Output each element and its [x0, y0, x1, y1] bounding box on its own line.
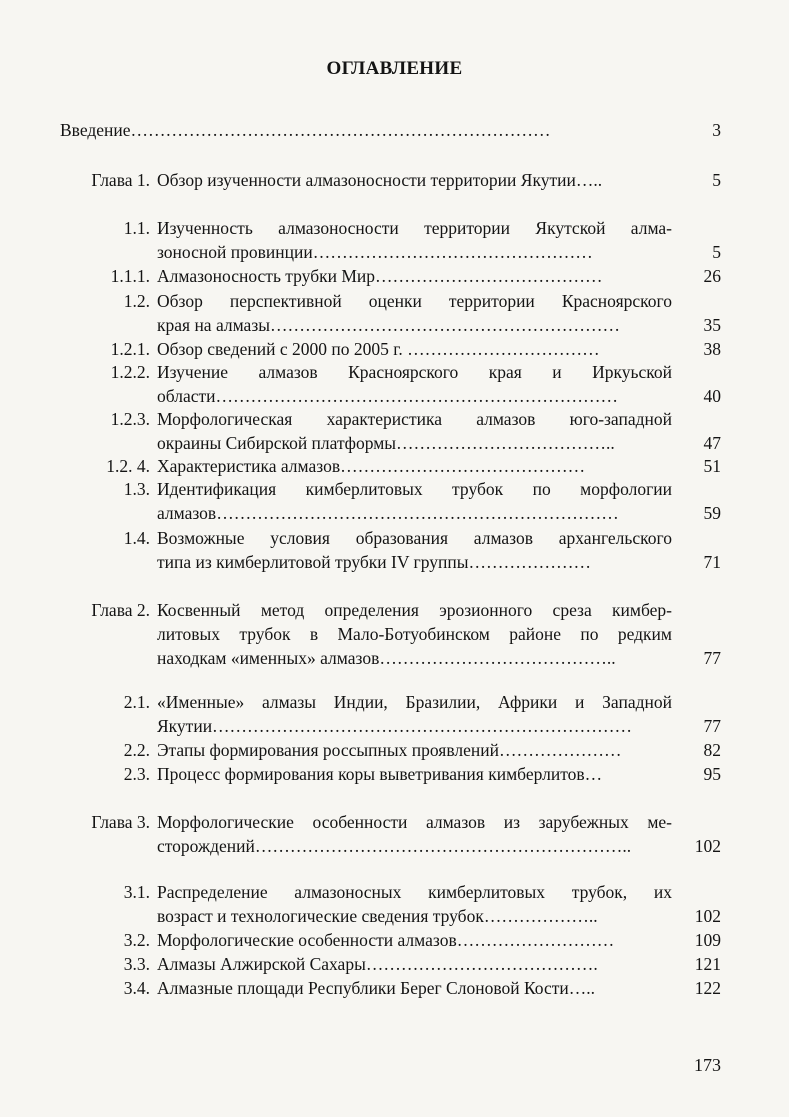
toc-entry-text: Алмазоносность трубки Мир…………………………………	[157, 266, 603, 286]
toc-entry-text: алмазов……………………………………………………………	[157, 503, 619, 523]
toc-line	[0, 407, 789, 431]
toc-page-number: 40	[703, 386, 721, 406]
toc-line	[0, 762, 789, 786]
toc-entry-text: Обзор сведений с 2000 по 2005 г. ……………………………	[157, 339, 600, 359]
page-title: ОГЛАВЛЕНИЕ	[326, 58, 463, 79]
toc-entry-number: Глава 2.	[91, 600, 150, 620]
toc-page-number: 95	[703, 764, 721, 784]
toc-page-number: 77	[703, 648, 721, 668]
toc-entry-text: окраины Сибирской платформы………………………………..	[157, 433, 615, 453]
toc-line	[0, 928, 789, 952]
toc-line	[0, 360, 789, 384]
toc-entry-text: находкам «именных» алмазов…………………………………..	[157, 648, 616, 668]
toc-page-number: 102	[694, 906, 721, 926]
toc-line	[0, 313, 789, 337]
toc-line	[0, 738, 789, 762]
toc-entry-text: типа из кимберлитовой трубки IV группы…………………	[157, 552, 591, 572]
toc-entry-text: Алмазные площади Республики Берег Слоновой Кости…..	[157, 978, 595, 998]
toc-entry-number: 2.2.	[123, 740, 150, 760]
toc-entry-text: Изучение алмазов Красноярского края и Иркуьской	[157, 362, 672, 382]
toc-line	[0, 501, 789, 525]
toc-line	[0, 834, 789, 858]
toc-entry-text: области……………………………………………………………	[157, 386, 618, 406]
toc-entry-text: литовых трубок в Мало-Ботуобинском районе по редким	[157, 624, 672, 644]
toc-line	[0, 337, 789, 361]
toc-page-number: 5	[712, 170, 721, 190]
toc-entry-number: 3.3.	[123, 954, 150, 974]
toc-entry-number: 1.1.	[123, 218, 150, 238]
toc-line	[0, 810, 789, 834]
toc-entry-text: Идентификация кимберлитовых трубок по морфологии	[157, 479, 672, 499]
toc-entry-text: Морфологическая характеристика алмазов юго-западной	[157, 409, 672, 429]
toc-page-number: 71	[703, 552, 721, 572]
toc-entry-number: 1.3.	[123, 479, 150, 499]
toc-line	[0, 646, 789, 670]
toc-entry-text: Морфологические особенности алмазов из зарубежных ме-	[157, 812, 672, 832]
toc-line	[0, 690, 789, 714]
toc-line	[0, 477, 789, 501]
toc-entry-text: края на алмазы……………………………………………………	[157, 315, 620, 335]
toc-entry-text: Процесс формирования коры выветривания кимберлитов…	[157, 764, 603, 784]
toc-page-number: 121	[694, 954, 721, 974]
toc-entry-number: 1.1.1.	[110, 266, 150, 286]
toc-entry-number: 1.2. 4.	[106, 456, 150, 476]
toc-line	[0, 714, 789, 738]
toc-entry-number: 1.2.2.	[110, 362, 150, 382]
toc-line	[0, 384, 789, 408]
toc-page-number: 102	[694, 836, 721, 856]
toc-line	[0, 952, 789, 976]
toc-entry-number: 2.3.	[123, 764, 150, 784]
toc-entry-number: 1.2.3.	[110, 409, 150, 429]
toc-entry-text: Косвенный метод определения эрозионного среза кимбер-	[157, 600, 672, 620]
toc-entry-text: Характеристика алмазов……………………………………	[157, 456, 586, 476]
toc-entry-text: Возможные условия образования алмазов архангельского	[157, 528, 672, 548]
toc-entry-text: возраст и технологические сведения трубок………………..	[157, 906, 598, 926]
toc-entry-number: Глава 3.	[91, 812, 150, 832]
toc-entry-number: 1.4.	[123, 528, 150, 548]
toc-line	[0, 118, 789, 142]
toc-line	[0, 976, 789, 1000]
toc-entry-text: «Именные» алмазы Индии, Бразилии, Африки и Западной	[157, 692, 672, 712]
toc-line	[0, 880, 789, 904]
toc-page-number: 122	[694, 978, 721, 998]
toc-line	[0, 454, 789, 478]
toc-line	[0, 216, 789, 240]
toc-entry-text: сторождений………………………………………………………..	[157, 836, 632, 856]
toc-entry-number: 2.1.	[123, 692, 150, 712]
toc-line	[0, 289, 789, 313]
toc-entry-number: 3.4.	[123, 978, 150, 998]
toc-entry-text: Обзор изученности алмазоносности территории Якутии…..	[157, 170, 603, 190]
toc-page-number: 77	[703, 716, 721, 736]
toc-line	[0, 240, 789, 264]
toc-entry-number: 3.2.	[123, 930, 150, 950]
toc-page-number: 38	[703, 339, 721, 359]
toc-entry-text: зоносной провинции…………………………………………	[157, 242, 593, 262]
toc-page-number: 3	[712, 120, 721, 140]
toc-entry-number: 1.2.1.	[110, 339, 150, 359]
toc-line	[0, 264, 789, 288]
toc-line	[0, 598, 789, 622]
toc-entry-number: 3.1.	[123, 882, 150, 902]
toc-line	[0, 431, 789, 455]
toc-page-number: 109	[694, 930, 721, 950]
toc-entry-text: Алмазы Алжирской Сахары………………………………….	[157, 954, 598, 974]
toc-entry-text: Якутии………………………………………………………………	[157, 716, 633, 736]
toc-line	[0, 526, 789, 550]
toc-page-number: 47	[703, 433, 721, 453]
toc-page-number: 26	[703, 266, 721, 286]
toc-entry-text: Введение………………………………………………………………	[60, 120, 551, 140]
toc-page-number: 51	[703, 456, 721, 476]
toc-entry-text: Морфологические особенности алмазов………………………	[157, 930, 615, 950]
toc-line	[0, 168, 789, 192]
page-number: 173	[694, 1055, 721, 1075]
toc-entry-number: 1.2.	[123, 291, 150, 311]
toc-entry-text: Этапы формирования россыпных проявлений…………………	[157, 740, 622, 760]
toc-line	[0, 550, 789, 574]
toc-entry-text: Обзор перспективной оценки территории Красноярского	[157, 291, 672, 311]
toc-line	[0, 904, 789, 928]
toc-entry-number: Глава 1.	[91, 170, 150, 190]
toc-page-number: 35	[703, 315, 721, 335]
toc-entry-text: Распределение алмазоносных кимберлитовых трубок, их	[157, 882, 672, 902]
toc-entry-text: Изученность алмазоносности территории Якутской алма-	[157, 218, 672, 238]
toc-page-number: 59	[703, 503, 721, 523]
toc-page-number: 82	[703, 740, 721, 760]
toc-page-number: 5	[712, 242, 721, 262]
toc-line	[0, 622, 789, 646]
